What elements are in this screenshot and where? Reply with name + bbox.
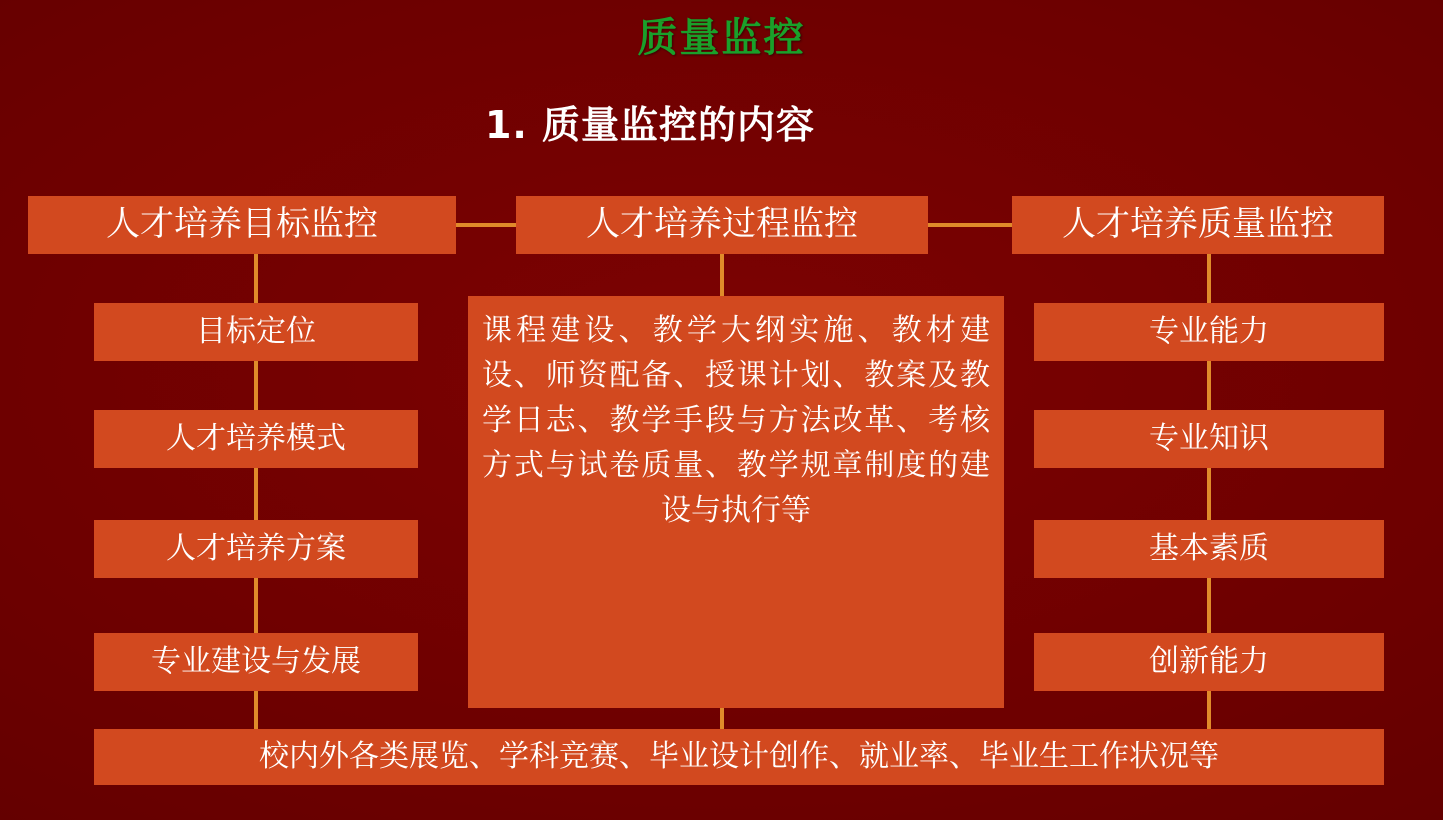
quality-item-2: 基本素质: [1034, 520, 1384, 578]
connector-left-vertical-4: [254, 691, 258, 729]
connector-mid-vertical-0: [720, 254, 724, 296]
connector-head-left-mid: [456, 223, 516, 227]
section-title: 1. 质量监控的内容: [484, 103, 816, 147]
connector-left-vertical-0: [254, 254, 258, 303]
connector-right-vertical-1: [1207, 361, 1211, 410]
connector-right-vertical-3: [1207, 578, 1211, 633]
column-header-process: 人才培养过程监控: [516, 196, 928, 254]
connector-mid-vertical-1: [720, 708, 724, 729]
goal-item-0: 目标定位: [94, 303, 418, 361]
quality-item-3: 创新能力: [1034, 633, 1384, 691]
goal-item-3: 专业建设与发展: [94, 633, 418, 691]
connector-left-vertical-1: [254, 361, 258, 410]
column-header-quality: 人才培养质量监控: [1012, 196, 1384, 254]
connector-head-mid-right: [928, 223, 1012, 227]
slide-title: 质量监控: [637, 15, 806, 61]
quality-item-1: 专业知识: [1034, 410, 1384, 468]
footer-bar: 校内外各类展览、学科竞赛、毕业设计创作、就业率、毕业生工作状况等: [94, 729, 1384, 785]
column-header-goal: 人才培养目标监控: [28, 196, 456, 254]
process-detail-box: 课程建设、教学大纲实施、教材建设、师资配备、授课计划、教案及教学日志、教学手段与方法改革、考核方式与试卷质量、教学规章制度的建设与执行等: [468, 296, 1004, 708]
connector-right-vertical-2: [1207, 468, 1211, 520]
connector-left-vertical-3: [254, 578, 258, 633]
goal-item-2: 人才培养方案: [94, 520, 418, 578]
quality-item-0: 专业能力: [1034, 303, 1384, 361]
connector-left-vertical-2: [254, 468, 258, 520]
goal-item-1: 人才培养模式: [94, 410, 418, 468]
connector-right-vertical-4: [1207, 691, 1211, 729]
connector-right-vertical-0: [1207, 254, 1211, 303]
